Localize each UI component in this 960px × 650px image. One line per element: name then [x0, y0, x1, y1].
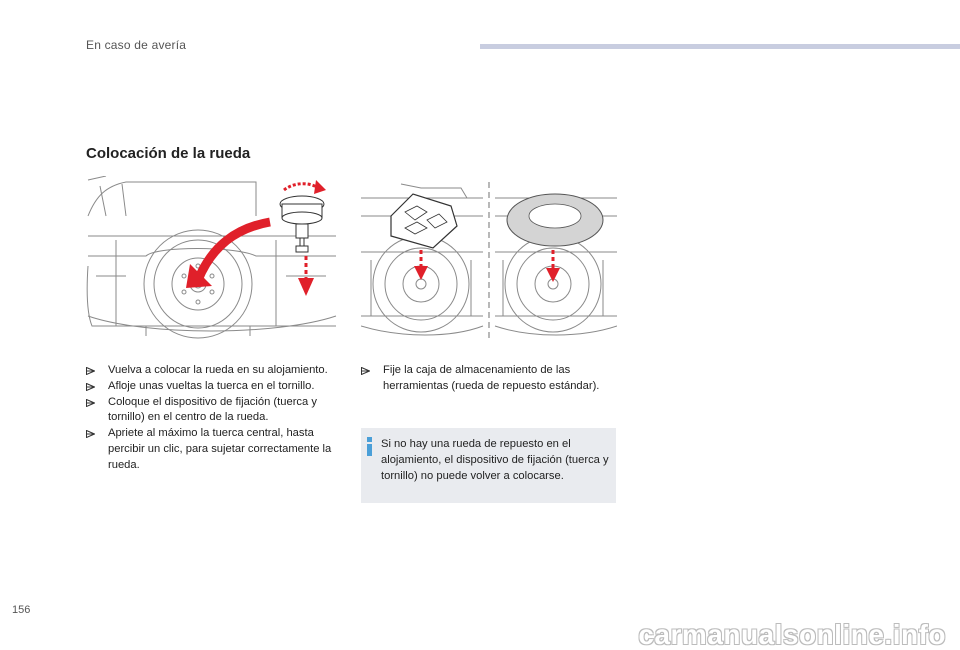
section-header: En caso de avería	[86, 38, 187, 52]
fixing-device-icon	[280, 196, 324, 252]
list-item	[86, 426, 344, 473]
step-text: Coloque el dispositivo de fijación (tuerca y tornillo) en el centro de la rueda.	[108, 395, 317, 424]
steps-list-left	[86, 363, 344, 474]
list-item	[361, 363, 601, 395]
bullet-arrow-icon	[361, 367, 370, 375]
tool-box-illustration	[361, 176, 617, 346]
page-title: Colocación de la rueda	[86, 145, 251, 162]
list-item	[86, 379, 344, 395]
list-item	[86, 363, 344, 379]
step-text: Afloje unas vueltas la tuerca en el tornillo.	[108, 379, 315, 392]
watermark	[0, 621, 960, 649]
step-text: Fije la caja de almacenamiento de las herramientas (rueda de repuesto estándar).	[383, 364, 600, 392]
tool-box-drawing	[361, 176, 617, 346]
wheel-placement-illustration	[86, 176, 340, 346]
header-accent-bar	[480, 44, 960, 49]
list-item	[86, 395, 344, 427]
spare-wheel-cover-icon	[507, 194, 603, 246]
bullet-arrow-icon	[86, 367, 95, 375]
bullet-arrow-icon	[86, 383, 95, 391]
info-marker-icon	[367, 437, 372, 495]
trunk-wheel-drawing	[86, 176, 340, 346]
steps-list-right	[361, 363, 601, 395]
watermark-text: carmanualsonline.info	[638, 619, 946, 650]
info-note	[361, 428, 616, 503]
step-text: Vuelva a colocar la rueda en su alojamiento.	[108, 364, 328, 376]
bullet-arrow-icon	[86, 430, 95, 438]
bullet-arrow-icon	[86, 399, 95, 407]
info-text: Si no hay una rueda de repuesto en el alojamiento, el dispositivo de fijación (tuerca y tornillo) no puede volver a colocarse.	[381, 438, 609, 482]
page-number: 156	[12, 604, 31, 616]
step-text: Apriete al máximo la tuerca central, hasta percibir un clic, para sujetar correctamente la rueda.	[108, 427, 332, 471]
